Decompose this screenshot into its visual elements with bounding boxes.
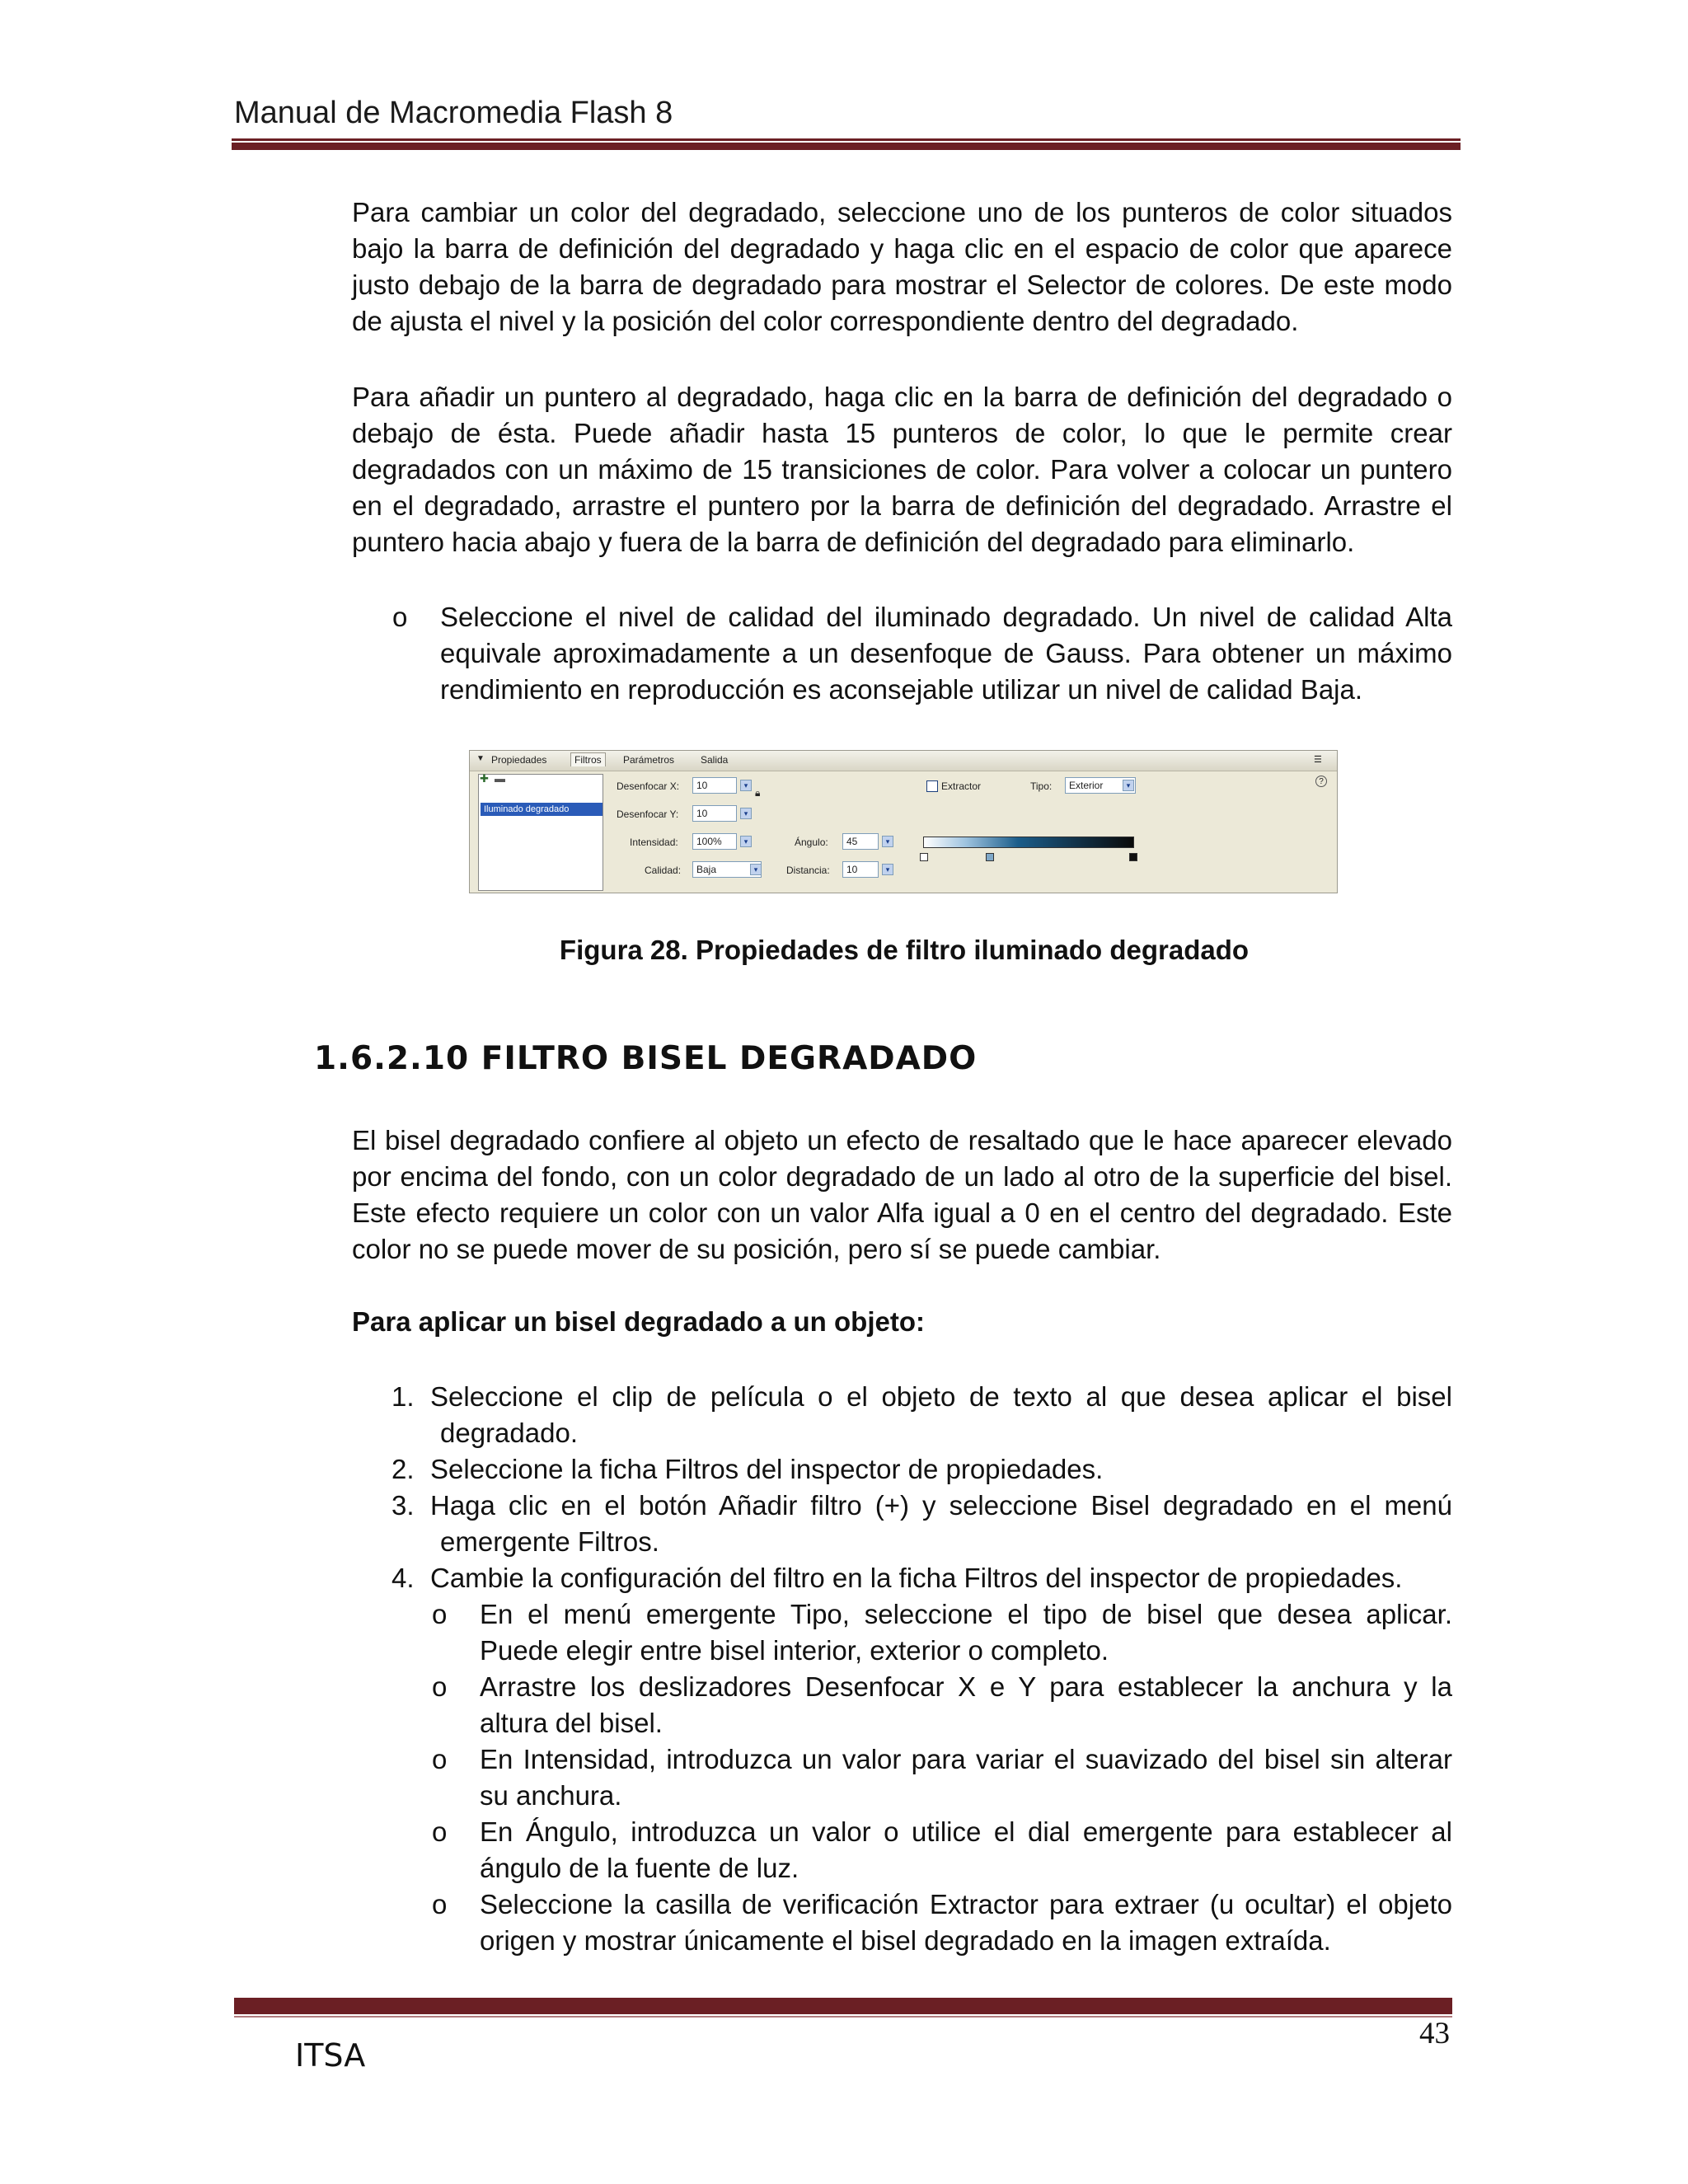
quality-select[interactable]: Baja xyxy=(692,861,762,878)
tab-salida[interactable]: Salida xyxy=(701,754,729,766)
angle-label: Ángulo: xyxy=(795,837,828,848)
gradient-pointer-black[interactable] xyxy=(1129,853,1137,861)
tab-parametros[interactable]: Parámetros xyxy=(623,754,675,766)
sub-bullet-marker: o xyxy=(432,1671,448,1702)
step-number: 4. xyxy=(392,1563,415,1593)
panel-tab-bar xyxy=(470,751,1337,771)
procedure-subheading: Para aplicar un bisel degradado a un objeto: xyxy=(352,1306,925,1337)
filter-list-item[interactable]: Iluminado degradado xyxy=(481,803,603,816)
blur-x-input[interactable]: 10 xyxy=(692,777,737,794)
collapse-arrow-icon[interactable]: ▼ xyxy=(476,754,485,763)
step-text-continued: emergente Filtros. xyxy=(440,1526,659,1557)
gradient-pointer-mid[interactable] xyxy=(986,853,994,861)
step-number: 2. xyxy=(392,1454,415,1484)
quality-label: Calidad: xyxy=(645,865,682,876)
step-text: Seleccione la ficha Filtros del inspector de propiedades. xyxy=(430,1454,1104,1484)
distance-dropdown-icon[interactable]: ▾ xyxy=(882,864,893,875)
strength-dropdown-icon[interactable]: ▾ xyxy=(740,836,752,847)
paragraph-color-change: Para cambiar un color del degradado, seleccione uno de los punteros de color situados bajo la barra de definición del degradado y haga clic en el espacio de color que aparece justo debajo de la barra de degradado para mostrar el Selector de colores. De este modo de ajusta el nivel y la posición del color correspondiente dentro del degradado. xyxy=(352,197,1452,336)
knockout-checkbox[interactable] xyxy=(926,780,938,792)
panel-menu-icon[interactable]: ☰ xyxy=(1314,755,1322,765)
quality-dropdown-icon[interactable]: ▾ xyxy=(750,864,762,875)
sub-bullet-marker: o xyxy=(432,1816,448,1847)
page-number: 43 xyxy=(1419,2017,1450,2050)
step-text-continued: degradado. xyxy=(440,1418,578,1448)
type-select[interactable]: Exterior xyxy=(1065,777,1136,794)
knockout-label: Extractor xyxy=(941,780,982,792)
blur-y-dropdown-icon[interactable]: ▾ xyxy=(740,808,752,819)
blur-y-label: Desenfocar Y: xyxy=(617,808,679,820)
header-rule xyxy=(232,138,1461,141)
step-text: Cambie la configuración del filtro en la ficha Filtros del inspector de propiedades. xyxy=(430,1563,1403,1593)
tab-filtros[interactable]: Filtros xyxy=(570,752,606,766)
strength-label: Intensidad: xyxy=(630,837,678,848)
sub-item-type: En el menú emergente Tipo, seleccione el tipo de bisel que desea aplicar. Puede elegir entre bisel interior, exterior o completo. xyxy=(480,1599,1452,1666)
remove-filter-icon[interactable]: ▬ xyxy=(495,772,505,785)
strength-input[interactable]: 100% xyxy=(692,833,737,850)
sub-bullet-marker: o xyxy=(432,1599,448,1629)
angle-dial-icon[interactable]: ▾ xyxy=(882,836,893,847)
bullet-marker: o xyxy=(392,602,408,632)
footer-institution: ITSA xyxy=(295,2037,366,2074)
blur-x-dropdown-icon[interactable]: ▾ xyxy=(740,780,752,791)
header-rule-thick xyxy=(232,143,1461,150)
gradient-definition-bar[interactable] xyxy=(923,837,1134,848)
sub-bullet-marker: o xyxy=(432,1889,448,1919)
gradient-pointer-white[interactable] xyxy=(920,853,928,861)
section-heading: 1.6.2.10 FILTRO BISEL DEGRADADO xyxy=(314,1040,978,1077)
sub-bullet-marker: o xyxy=(432,1744,448,1774)
sub-item-strength: En Intensidad, introduzca un valor para variar el suavizado del bisel sin alterar su anchura. xyxy=(480,1744,1452,1811)
lock-icon[interactable]: 🔒︎ xyxy=(755,787,761,799)
sub-item-angle: En Ángulo, introduzca un valor o utilice el dial emergente para establecer al ángulo de la fuente de luz. xyxy=(480,1816,1452,1883)
tab-propiedades[interactable]: Propiedades xyxy=(491,754,547,766)
step-number: 3. xyxy=(392,1490,415,1521)
footer-rule xyxy=(234,1998,1452,2014)
type-label: Tipo: xyxy=(1030,780,1053,792)
distance-label: Distancia: xyxy=(786,865,830,876)
step-text: Seleccione el clip de película o el objeto de texto al que desea aplicar el bisel xyxy=(430,1381,1452,1412)
sub-item-blur: Arrastre los deslizadores Desenfocar X e Y para establecer la anchura y la altura del bisel. xyxy=(480,1671,1452,1738)
paragraph-bevel-intro: El bisel degradado confiere al objeto un efecto de resaltado que le hace aparecer elevado por encima del fondo, con un color degradado de un lado al otro de la superficie del bisel. Este efecto requiere un color con un valor Alfa igual a 0 en el centro del degradado. Este color no se puede mover de su posición, pero sí se puede cambiar. xyxy=(352,1125,1452,1264)
blur-y-input[interactable]: 10 xyxy=(692,805,737,822)
bullet-quality-level: Seleccione el nivel de calidad del iluminado degradado. Un nivel de calidad Alta equivale aproximadamente a un desenfoque de Gauss. Para obtener un máximo rendimiento en reproducción es aconsejable utilizar un nivel de calidad Baja. xyxy=(440,602,1452,705)
running-header-title: Manual de Macromedia Flash 8 xyxy=(234,96,673,130)
footer-rule-thin xyxy=(234,2016,1452,2018)
type-dropdown-icon[interactable]: ▾ xyxy=(1123,780,1134,791)
filter-properties-panel xyxy=(469,750,1338,893)
paragraph-add-pointer: Para añadir un puntero al degradado, haga clic en la barra de definición del degradado o debajo de ésta. Puede añadir hasta 15 punteros de color, lo que le permite crear degradados con un máximo de 15 transiciones de color. Para volver a colocar un puntero en el degradado, arrastre el puntero por la barra de definición del degradado. Arrastre el puntero hacia abajo y fuera de la barra de definición del degradado para eliminarlo. xyxy=(352,382,1452,557)
step-number: 1. xyxy=(392,1381,415,1412)
distance-input[interactable]: 10 xyxy=(842,861,879,878)
filter-list[interactable] xyxy=(478,774,603,891)
angle-input[interactable]: 45 xyxy=(842,833,879,850)
step-text: Haga clic en el botón Añadir filtro (+) y seleccione Bisel degradado en el menú xyxy=(430,1490,1452,1521)
add-filter-icon[interactable]: ✚ xyxy=(480,772,489,785)
help-icon[interactable]: ? xyxy=(1315,776,1327,787)
sub-item-knockout: Seleccione la casilla de verificación Extractor para extraer (u ocultar) el objeto origen y mostrar únicamente el bisel degradado en la imagen extraída. xyxy=(480,1889,1452,1956)
figure-caption: Figura 28. Propiedades de filtro iluminado degradado xyxy=(559,935,1250,965)
blur-x-label: Desenfocar X: xyxy=(617,780,680,792)
